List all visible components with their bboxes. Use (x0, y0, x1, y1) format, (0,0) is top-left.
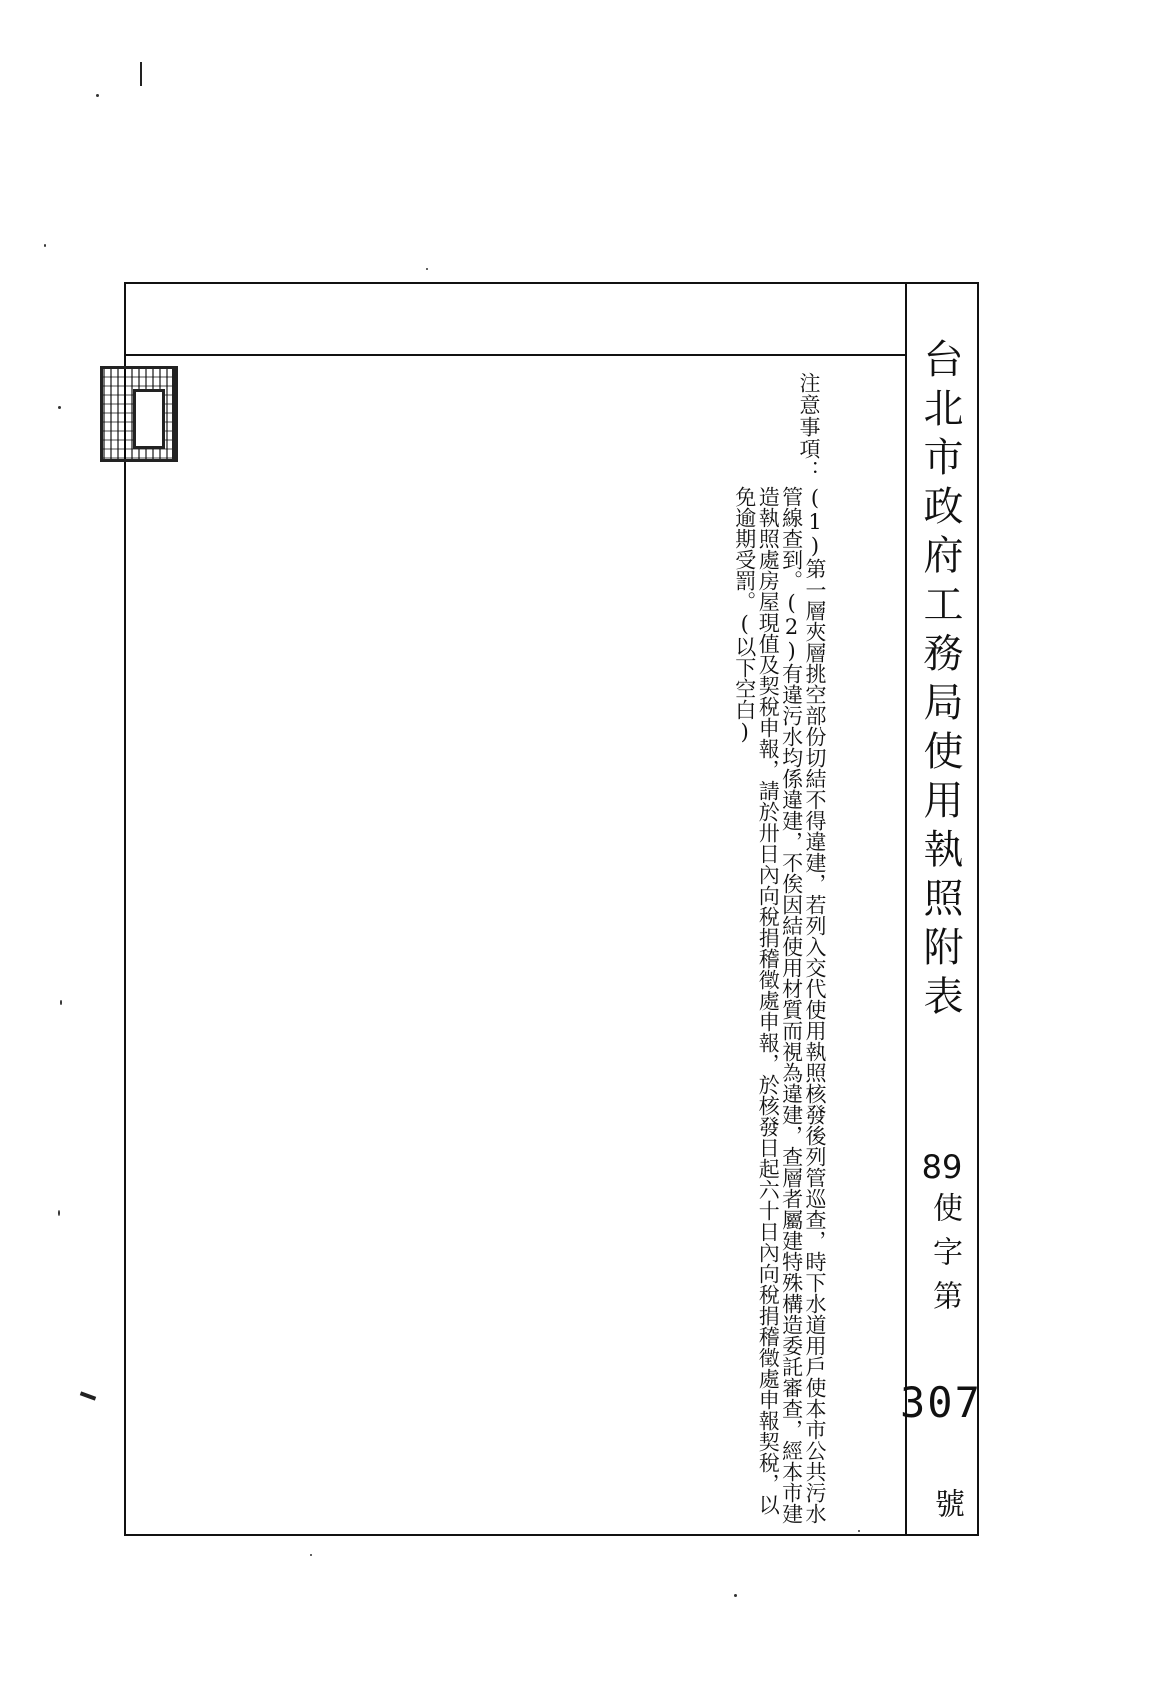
scan-speck (734, 1594, 737, 1597)
notes-body-text: (1)第一層夾層挑空部份切結不得違建，若列入交代使用執照核發後列管巡查，時下水道用戶使本市公共污水管線查到。(2)有違污水均係違建，不俟因結使用材質而視為違建，查層者屬建特殊構造委託審查，經本市建造執照處房屋現值及契稅申報，請於卅日內向稅捐稽徵處申報，於核發日起六十日內向稅捐稽徵處申報契稅，以免逾期受罰。(以下空白) (732, 486, 827, 1524)
scan-speck (58, 1210, 60, 1216)
scan-speck (60, 1000, 62, 1005)
scan-mark (140, 62, 142, 86)
header-rule (124, 354, 905, 356)
official-seal-stamp (100, 366, 178, 462)
scan-speck (858, 1530, 860, 1532)
permit-number: 307 (900, 1378, 982, 1427)
scan-speck (96, 94, 99, 97)
scan-speck (310, 1554, 312, 1556)
scan-mark (80, 1391, 96, 1400)
scan-speck (58, 406, 61, 409)
scan-speck (426, 268, 428, 270)
document-frame (124, 282, 982, 1536)
permit-word: 使字第 (927, 1192, 962, 1324)
permit-suffix: 號 (929, 1488, 964, 1518)
document-title: 台北市政府工務局使用執照附表 (917, 338, 963, 1024)
permit-year: 89 (921, 1148, 963, 1186)
title-column-divider (905, 282, 907, 1536)
scan-speck (44, 244, 46, 247)
seal-inner-box (133, 389, 165, 449)
notes-body (732, 486, 826, 1526)
notes-heading: 注意事項： (797, 372, 821, 482)
